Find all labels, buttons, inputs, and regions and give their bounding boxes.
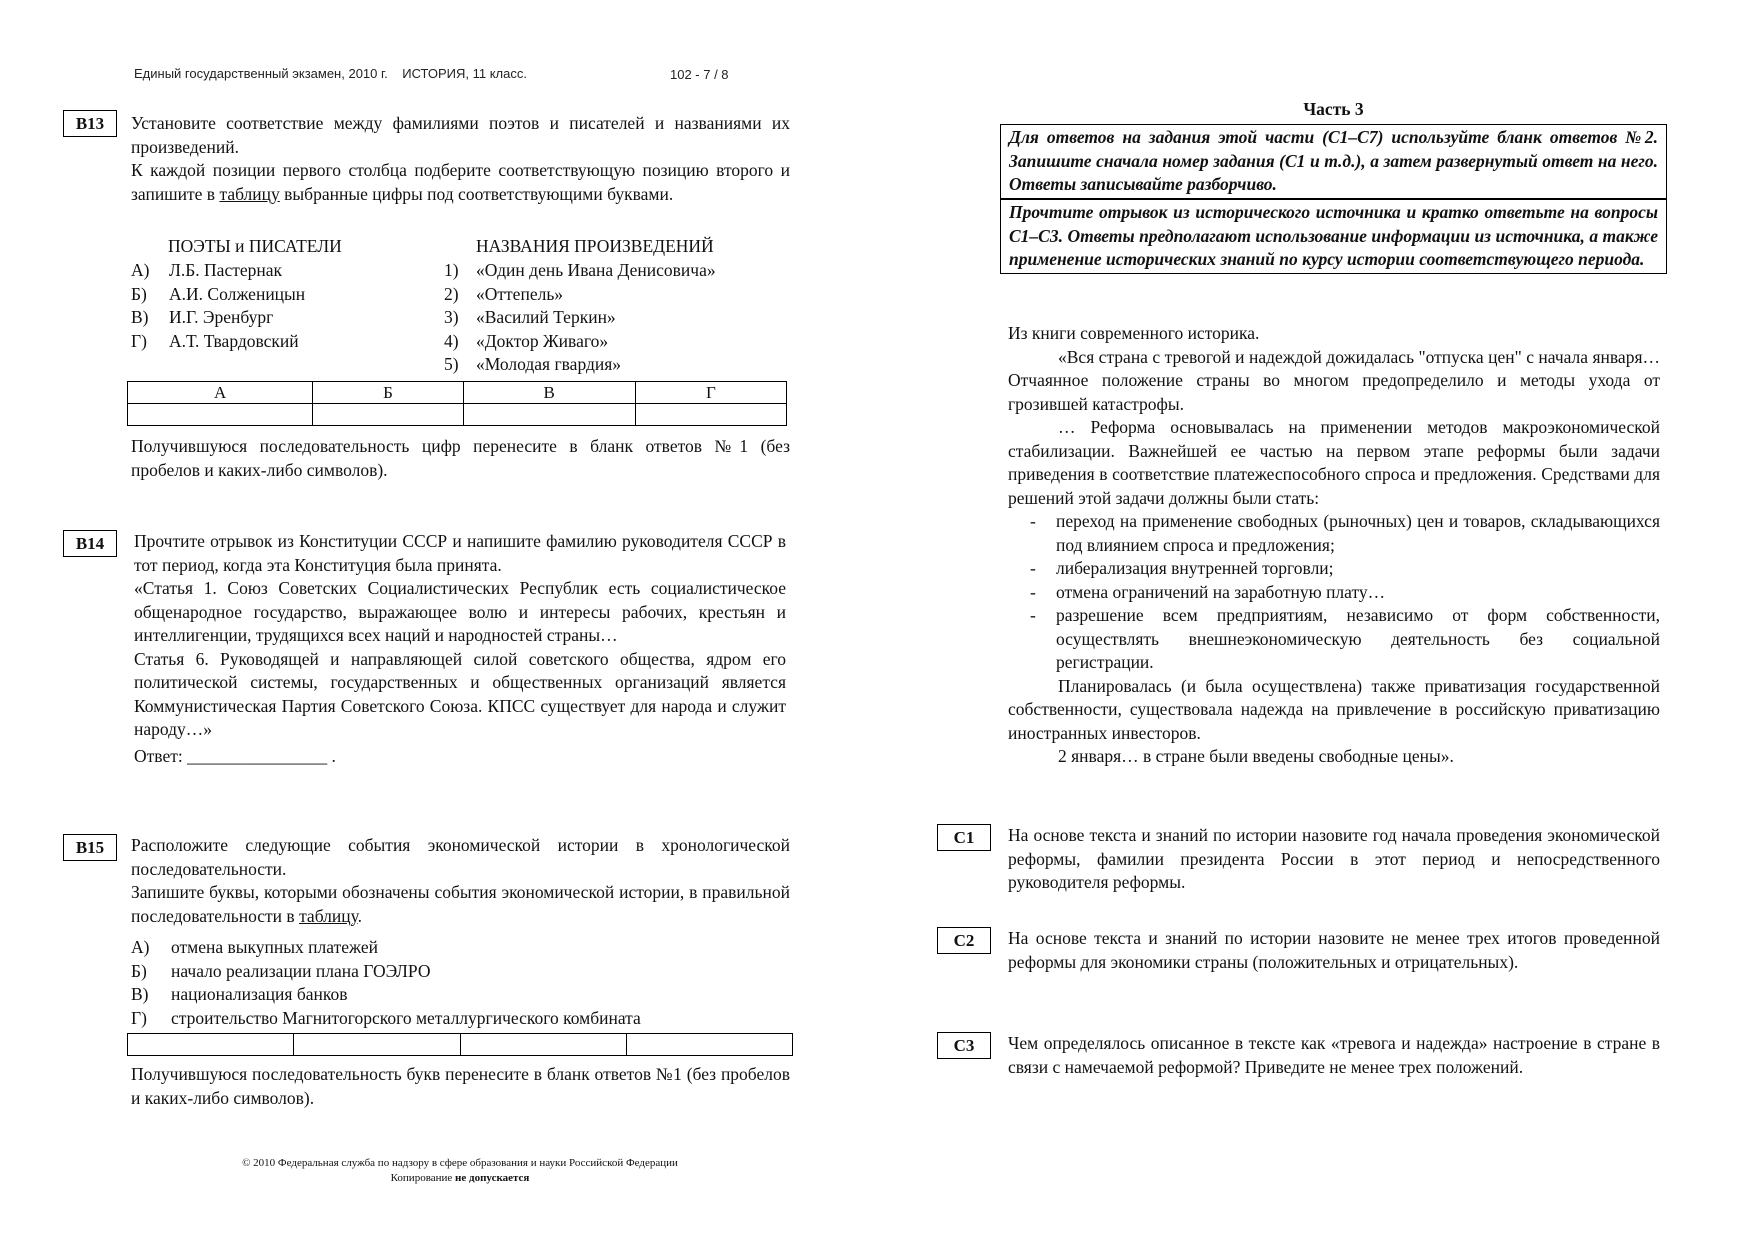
source-caption: Из книги современного историка. (1008, 323, 1260, 343)
list-item (444, 353, 716, 377)
text: Копирование (390, 1172, 456, 1184)
item-value: национализация банков (171, 984, 348, 1004)
item-key: 4) (444, 330, 459, 351)
answer-field[interactable]: ________________ . (187, 745, 336, 766)
table-header-cell: В (463, 382, 635, 404)
dash-bullet: - (1030, 511, 1036, 531)
page-number: 102 - 7 / 8 (670, 67, 729, 82)
b13-instructions (131, 159, 790, 206)
text: . (357, 905, 362, 926)
footer-copyright: © 2010 Федеральная служба по надзору в сфере образования и науки Российской Федерации (242, 1157, 678, 1169)
item-value: «Василий Теркин» (476, 307, 616, 327)
b15-answer-table (127, 1033, 793, 1056)
table-header-cell: Г (635, 382, 786, 404)
item-value: начало реализации плана ГОЭЛРО (171, 960, 431, 981)
b15-outro: Получившуюся последовательность букв перенесите в бланк ответов №1 (без пробелов и каких-либо символов). (131, 1064, 790, 1108)
list-item (131, 306, 305, 330)
col2-heading: НАЗВАНИЯ ПРОИЗВЕДЕНИЙ (476, 236, 714, 256)
text: К каждой позиции первого столбца подберите соответствующую позицию второго и запишите в (131, 160, 790, 204)
task-tag-b14: B14 (63, 530, 117, 557)
answer-cell[interactable] (128, 404, 313, 426)
item-value: строительство Магнитогорского металлургического комбината (171, 1007, 641, 1028)
header-exam: Единый государственный экзамен, 2010 г. (134, 66, 388, 81)
source-list (1008, 510, 1660, 675)
item-key: В) (131, 307, 149, 327)
source-paragraph: … Реформа основывалась на применении методов макроэкономической стабилизации. Важнейшей ее частью на первом этапе реформы были задачи приведения в соответствие платежеспособного спроса и предложения. Средствами для решений этой задачи должны были стать: (1008, 417, 1660, 508)
item-key: Б) (131, 960, 147, 981)
answer-cell[interactable] (313, 404, 463, 426)
c3-text: Чем определялось описанное в тексте как «тревога и надежда» настроение в стране в связи с намечаемой реформой? Приведите не менее трех положений. (1008, 1033, 1660, 1077)
b15-text (131, 834, 790, 928)
item-text: переход на применение свободных (рыночных) цен и товаров, складывающихся под влиянием спроса и предложения; (1056, 511, 1660, 555)
item-key: В) (131, 984, 149, 1004)
works-list (444, 259, 716, 377)
answer-cell[interactable] (460, 1034, 626, 1056)
b13-intro: Установите соответствие между фамилиями поэтов и писателей и названиями их произведений. (131, 113, 790, 157)
answer-cell[interactable] (635, 404, 786, 426)
table-header-cell: А (128, 382, 313, 404)
task-tag-c3: С3 (937, 1032, 991, 1059)
item-key: 3) (444, 307, 459, 327)
part3-instructions-box: Для ответов на задания этой части (С1–С7) используйте бланк ответов №2. Запишите сначала номер задания (С1 и т.д.), а затем развернутый ответ на него. Ответы записывайте разборчиво. (1000, 124, 1667, 199)
footer (180, 1156, 740, 1186)
task-tag-b15: B15 (63, 834, 117, 861)
item-value: И.Г. Эренбург (169, 307, 274, 327)
item-key: А) (131, 260, 150, 280)
list-item (444, 259, 716, 283)
item-value: «Оттепель» (476, 283, 564, 304)
dash-bullet: - (1030, 558, 1036, 578)
item-key: Г) (131, 330, 147, 351)
text: не допускается (455, 1172, 530, 1184)
list-item (131, 259, 305, 283)
authors-list (131, 259, 305, 353)
b15-intro: Расположите следующие события экономической истории в хронологической последовательности. (131, 835, 790, 879)
list-item (444, 306, 716, 330)
item-text: либерализация внутренней торговли; (1056, 558, 1334, 578)
task-tag-c2: С2 (937, 927, 991, 954)
list-item (1030, 557, 1660, 581)
source-paragraph: Планировалась (и была осуществлена) также приватизация государственной собственности, существовала надежда на привлечение в российскую приватизацию иностранных инвесторов. (1008, 675, 1660, 743)
item-key: Г) (131, 1007, 147, 1028)
table-link: таблицу (299, 905, 358, 926)
list-item (444, 283, 716, 307)
list-item (131, 330, 305, 354)
item-key: А) (131, 937, 150, 957)
footer-notice (180, 1171, 740, 1186)
b14-answer (134, 745, 786, 769)
task-tag-c1: С1 (937, 824, 991, 851)
answer-cell[interactable] (463, 404, 635, 426)
events-list (131, 936, 641, 1030)
b13-text (131, 112, 790, 206)
b13-answer-table (127, 381, 787, 426)
answer-cell[interactable] (294, 1034, 460, 1056)
item-value: «Один день Ивана Денисовича» (476, 260, 716, 280)
list-item (131, 960, 641, 984)
dash-bullet: - (1030, 605, 1036, 625)
part-title: Часть 3 (1303, 99, 1364, 119)
item-value: А.Т. Твардовский (169, 330, 299, 351)
item-value: «Молодая гвардия» (476, 354, 622, 374)
task-tag-b13: B13 (63, 110, 117, 137)
item-value: «Доктор Живаго» (476, 330, 609, 351)
item-value: А.И. Солженицын (169, 283, 306, 304)
item-key: 2) (444, 283, 459, 304)
answer-label: Ответ: (134, 745, 188, 766)
item-key: 1) (444, 260, 459, 280)
list-item (131, 936, 641, 960)
list-item (1030, 604, 1660, 675)
c2-text: На основе текста и знаний по истории назовите не менее трех итогов проведенной реформы для экономики страны (положительных и отрицательных). (1008, 928, 1660, 972)
b14-article6: Статья 6. Руководящей и направляющей силой советского общества, ядром его политической системы, государственных и общественных организаций является Коммунистическая Партия Советского Союза. КПСС существует для народа и служит народу…» (134, 648, 786, 739)
list-item (1030, 510, 1660, 557)
item-value: Л.Б. Пастернак (169, 260, 283, 280)
text: Запишите буквы, которыми обозначены события экономической истории, в правильной последовательности в (131, 882, 790, 926)
text: выбранные цифры под соответствующими буквами. (279, 183, 674, 204)
item-text: разрешение всем предприятиям, независимо от форм собственности, осуществлять внешнеэкономическую деятельность без социальной регистрации. (1056, 605, 1660, 672)
item-key: Б) (131, 283, 147, 304)
table-header-cell: Б (313, 382, 463, 404)
source-paragraph: «Вся страна с тревогой и надеждой дожидалась "отпуска цен" с начала января… Отчаянное положение страны во многом предопределило и методы ухода от грозившей катастрофы. (1008, 346, 1660, 414)
answer-cell[interactable] (626, 1034, 792, 1056)
list-item (131, 983, 641, 1007)
col1-heading: ПОЭТЫ и ПИСАТЕЛИ (168, 236, 342, 256)
source-text (1008, 322, 1660, 769)
list-item (131, 283, 305, 307)
b14-intro: Прочтите отрывок из Конституции СССР и напишите фамилию руководителя СССР в тот период, когда эта Конституция была принята. (134, 531, 786, 575)
part3-source-instructions-box: Прочтите отрывок из исторического источника и кратко ответьте на вопросы С1–С3. Ответы предполагают использование информации из источника, а также применение исторических знаний по курсу истории соответствующего периода. (1000, 199, 1667, 274)
item-text: отмена ограничений на заработную плату… (1056, 581, 1386, 602)
dash-bullet: - (1030, 581, 1036, 602)
list-item (131, 1007, 641, 1031)
table-link: таблицу (219, 183, 280, 204)
list-item (1030, 581, 1660, 605)
b15-instructions (131, 881, 790, 928)
source-paragraph: 2 января… в стране были введены свободные цены». (1058, 746, 1454, 766)
item-value: отмена выкупных платежей (171, 937, 378, 957)
header-subject: ИСТОРИЯ, 11 класс. (402, 66, 527, 81)
c1-text: На основе текста и знаний по истории назовите год начала проведения экономической реформы, фамилии президента России в этот период и непосредственного руководителя реформы. (1008, 825, 1660, 892)
b14-article1: «Статья 1. Союз Советских Социалистических Республик есть социалистическое общенародное государство, выражающее волю и интересы рабочих, крестьян и интеллигенции, трудящихся всех наций и народностей страны… (134, 578, 786, 645)
b13-outro: Получившуюся последовательность цифр перенесите в бланк ответов №1 (без пробелов и каких-либо символов). (131, 436, 790, 480)
b14-text (134, 530, 786, 768)
list-item (444, 330, 716, 354)
item-key: 5) (444, 354, 459, 374)
page-header (134, 62, 527, 86)
answer-cell[interactable] (128, 1034, 294, 1056)
